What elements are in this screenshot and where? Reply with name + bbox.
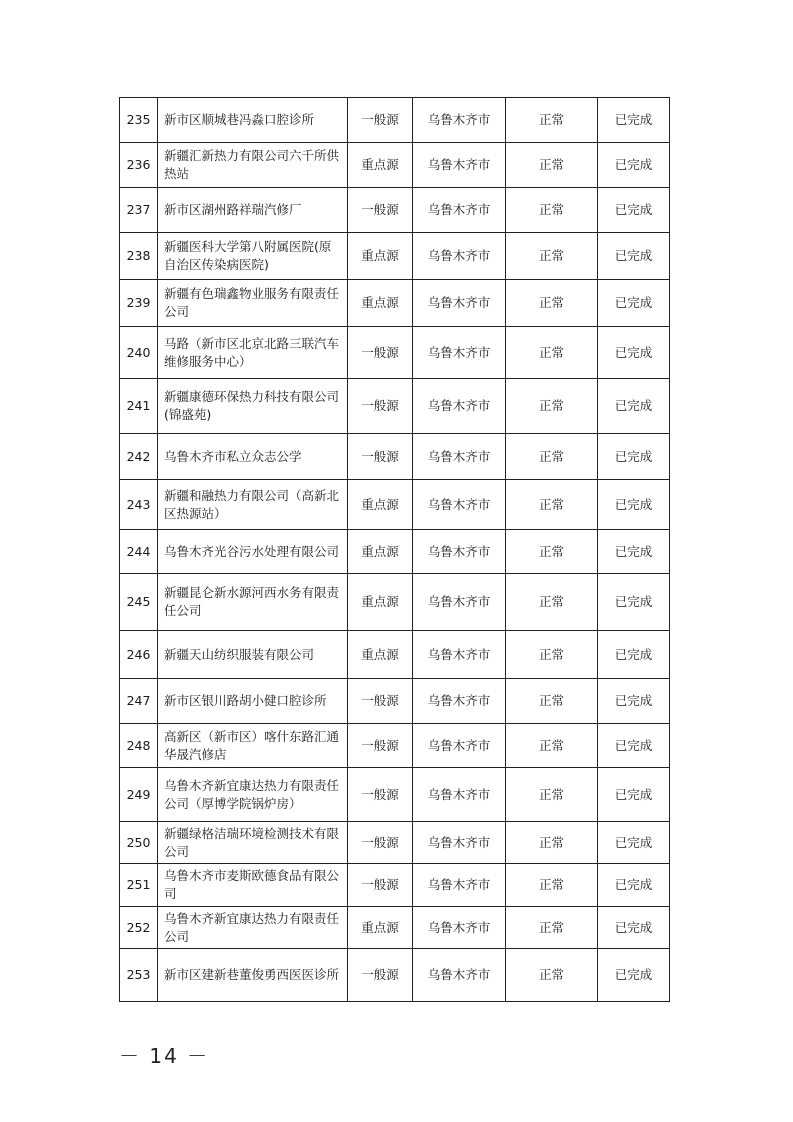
table-row	[120, 574, 670, 631]
entity-name-cell: 新疆昆仑新水源河西水务有限责任公司	[158, 574, 348, 631]
operating-status-cell: 正常	[506, 679, 598, 724]
table-row	[120, 679, 670, 724]
entity-name-cell: 乌鲁木齐新宜康达热力有限责任公司（厚博学院锅炉房）	[158, 768, 348, 822]
completion-status-cell: 已完成	[598, 822, 670, 864]
entity-name-cell: 乌鲁木齐光谷污水处理有限公司	[158, 530, 348, 574]
operating-status-cell: 正常	[506, 98, 598, 143]
row-number-cell: 238	[120, 233, 158, 280]
operating-status-cell: 正常	[506, 434, 598, 480]
city-cell: 乌鲁木齐市	[413, 280, 506, 327]
source-type-cell: 重点源	[348, 480, 413, 530]
city-cell: 乌鲁木齐市	[413, 188, 506, 233]
row-number-cell: 243	[120, 480, 158, 530]
table-row	[120, 822, 670, 864]
source-type-cell: 一般源	[348, 949, 413, 1002]
operating-status-cell: 正常	[506, 327, 598, 379]
completion-status-cell: 已完成	[598, 98, 670, 143]
table-row	[120, 724, 670, 768]
completion-status-cell: 已完成	[598, 907, 670, 949]
city-cell: 乌鲁木齐市	[413, 98, 506, 143]
operating-status-cell: 正常	[506, 724, 598, 768]
operating-status-cell: 正常	[506, 949, 598, 1002]
entity-name-cell: 新疆医科大学第八附属医院(原自治区传染病医院)	[158, 233, 348, 280]
source-type-cell: 重点源	[348, 631, 413, 679]
table-row	[120, 327, 670, 379]
city-cell: 乌鲁木齐市	[413, 631, 506, 679]
row-number-cell: 245	[120, 574, 158, 631]
table-row	[120, 280, 670, 327]
city-cell: 乌鲁木齐市	[413, 480, 506, 530]
source-type-cell: 重点源	[348, 233, 413, 280]
entity-name-cell: 高新区（新市区）喀什东路汇通华晟汽修店	[158, 724, 348, 768]
entity-name-cell: 新市区顺城巷冯淼口腔诊所	[158, 98, 348, 143]
table-row	[120, 143, 670, 188]
source-type-cell: 一般源	[348, 98, 413, 143]
completion-status-cell: 已完成	[598, 188, 670, 233]
entity-name-cell: 新疆绿格洁瑞环境检测技术有限公司	[158, 822, 348, 864]
operating-status-cell: 正常	[506, 574, 598, 631]
completion-status-cell: 已完成	[598, 327, 670, 379]
row-number-cell: 253	[120, 949, 158, 1002]
entity-name-cell: 新疆汇新热力有限公司六千所供热站	[158, 143, 348, 188]
completion-status-cell: 已完成	[598, 280, 670, 327]
row-number-cell: 249	[120, 768, 158, 822]
source-type-cell: 一般源	[348, 434, 413, 480]
city-cell: 乌鲁木齐市	[413, 143, 506, 188]
city-cell: 乌鲁木齐市	[413, 949, 506, 1002]
completion-status-cell: 已完成	[598, 434, 670, 480]
entity-name-cell: 乌鲁木齐市私立众志公学	[158, 434, 348, 480]
entity-name-cell: 新市区湖州路祥瑞汽修厂	[158, 188, 348, 233]
row-number-cell: 246	[120, 631, 158, 679]
source-type-cell: 一般源	[348, 327, 413, 379]
source-type-cell: 重点源	[348, 143, 413, 188]
table-row	[120, 864, 670, 907]
operating-status-cell: 正常	[506, 768, 598, 822]
row-number-cell: 248	[120, 724, 158, 768]
source-type-cell: 一般源	[348, 379, 413, 434]
row-number-cell: 237	[120, 188, 158, 233]
source-type-cell: 重点源	[348, 907, 413, 949]
operating-status-cell: 正常	[506, 280, 598, 327]
table-row	[120, 233, 670, 280]
completion-status-cell: 已完成	[598, 679, 670, 724]
source-type-cell: 一般源	[348, 864, 413, 907]
table-row	[120, 949, 670, 1002]
city-cell: 乌鲁木齐市	[413, 327, 506, 379]
completion-status-cell: 已完成	[598, 574, 670, 631]
operating-status-cell: 正常	[506, 480, 598, 530]
city-cell: 乌鲁木齐市	[413, 864, 506, 907]
city-cell: 乌鲁木齐市	[413, 724, 506, 768]
row-number-cell: 244	[120, 530, 158, 574]
table-row	[120, 98, 670, 143]
operating-status-cell: 正常	[506, 631, 598, 679]
city-cell: 乌鲁木齐市	[413, 907, 506, 949]
entity-name-cell: 马路（新市区北京北路三联汽车维修服务中心）	[158, 327, 348, 379]
operating-status-cell: 正常	[506, 864, 598, 907]
enterprise-status-table	[119, 97, 670, 1002]
entity-name-cell: 乌鲁木齐新宜康达热力有限责任公司	[158, 907, 348, 949]
row-number-cell: 247	[120, 679, 158, 724]
table-row	[120, 188, 670, 233]
completion-status-cell: 已完成	[598, 530, 670, 574]
entity-name-cell: 新市区银川路胡小健口腔诊所	[158, 679, 348, 724]
entity-name-cell: 新市区建新巷董俊勇西医医诊所	[158, 949, 348, 1002]
source-type-cell: 一般源	[348, 724, 413, 768]
entity-name-cell: 新疆天山纺织服装有限公司	[158, 631, 348, 679]
entity-name-cell: 乌鲁木齐市麦斯欧德食品有限公司	[158, 864, 348, 907]
city-cell: 乌鲁木齐市	[413, 530, 506, 574]
completion-status-cell: 已完成	[598, 379, 670, 434]
table-row	[120, 907, 670, 949]
row-number-cell: 242	[120, 434, 158, 480]
source-type-cell: 一般源	[348, 679, 413, 724]
row-number-cell: 236	[120, 143, 158, 188]
completion-status-cell: 已完成	[598, 768, 670, 822]
operating-status-cell: 正常	[506, 822, 598, 864]
source-type-cell: 一般源	[348, 188, 413, 233]
source-type-cell: 重点源	[348, 280, 413, 327]
row-number-cell: 252	[120, 907, 158, 949]
source-type-cell: 重点源	[348, 574, 413, 631]
city-cell: 乌鲁木齐市	[413, 379, 506, 434]
completion-status-cell: 已完成	[598, 724, 670, 768]
completion-status-cell: 已完成	[598, 949, 670, 1002]
operating-status-cell: 正常	[506, 188, 598, 233]
table-body	[120, 98, 670, 1002]
city-cell: 乌鲁木齐市	[413, 768, 506, 822]
operating-status-cell: 正常	[506, 233, 598, 280]
city-cell: 乌鲁木齐市	[413, 233, 506, 280]
row-number-cell: 240	[120, 327, 158, 379]
operating-status-cell: 正常	[506, 379, 598, 434]
operating-status-cell: 正常	[506, 907, 598, 949]
source-type-cell: 一般源	[348, 768, 413, 822]
city-cell: 乌鲁木齐市	[413, 434, 506, 480]
entity-name-cell: 新疆康德环保热力科技有限公司(锦盛苑)	[158, 379, 348, 434]
completion-status-cell: 已完成	[598, 864, 670, 907]
operating-status-cell: 正常	[506, 143, 598, 188]
table-row	[120, 480, 670, 530]
row-number-cell: 235	[120, 98, 158, 143]
entity-name-cell: 新疆和融热力有限公司（高新北区热源站）	[158, 480, 348, 530]
table-row	[120, 379, 670, 434]
completion-status-cell: 已完成	[598, 233, 670, 280]
entity-name-cell: 新疆有色瑞鑫物业服务有限责任公司	[158, 280, 348, 327]
city-cell: 乌鲁木齐市	[413, 574, 506, 631]
operating-status-cell: 正常	[506, 530, 598, 574]
table-row	[120, 434, 670, 480]
row-number-cell: 251	[120, 864, 158, 907]
completion-status-cell: 已完成	[598, 631, 670, 679]
city-cell: 乌鲁木齐市	[413, 679, 506, 724]
source-type-cell: 重点源	[348, 530, 413, 574]
completion-status-cell: 已完成	[598, 143, 670, 188]
table-row	[120, 768, 670, 822]
row-number-cell: 239	[120, 280, 158, 327]
page-number: － 14 －	[119, 1044, 210, 1068]
source-type-cell: 一般源	[348, 822, 413, 864]
completion-status-cell: 已完成	[598, 480, 670, 530]
table-row	[120, 530, 670, 574]
table-row	[120, 631, 670, 679]
city-cell: 乌鲁木齐市	[413, 822, 506, 864]
row-number-cell: 241	[120, 379, 158, 434]
row-number-cell: 250	[120, 822, 158, 864]
